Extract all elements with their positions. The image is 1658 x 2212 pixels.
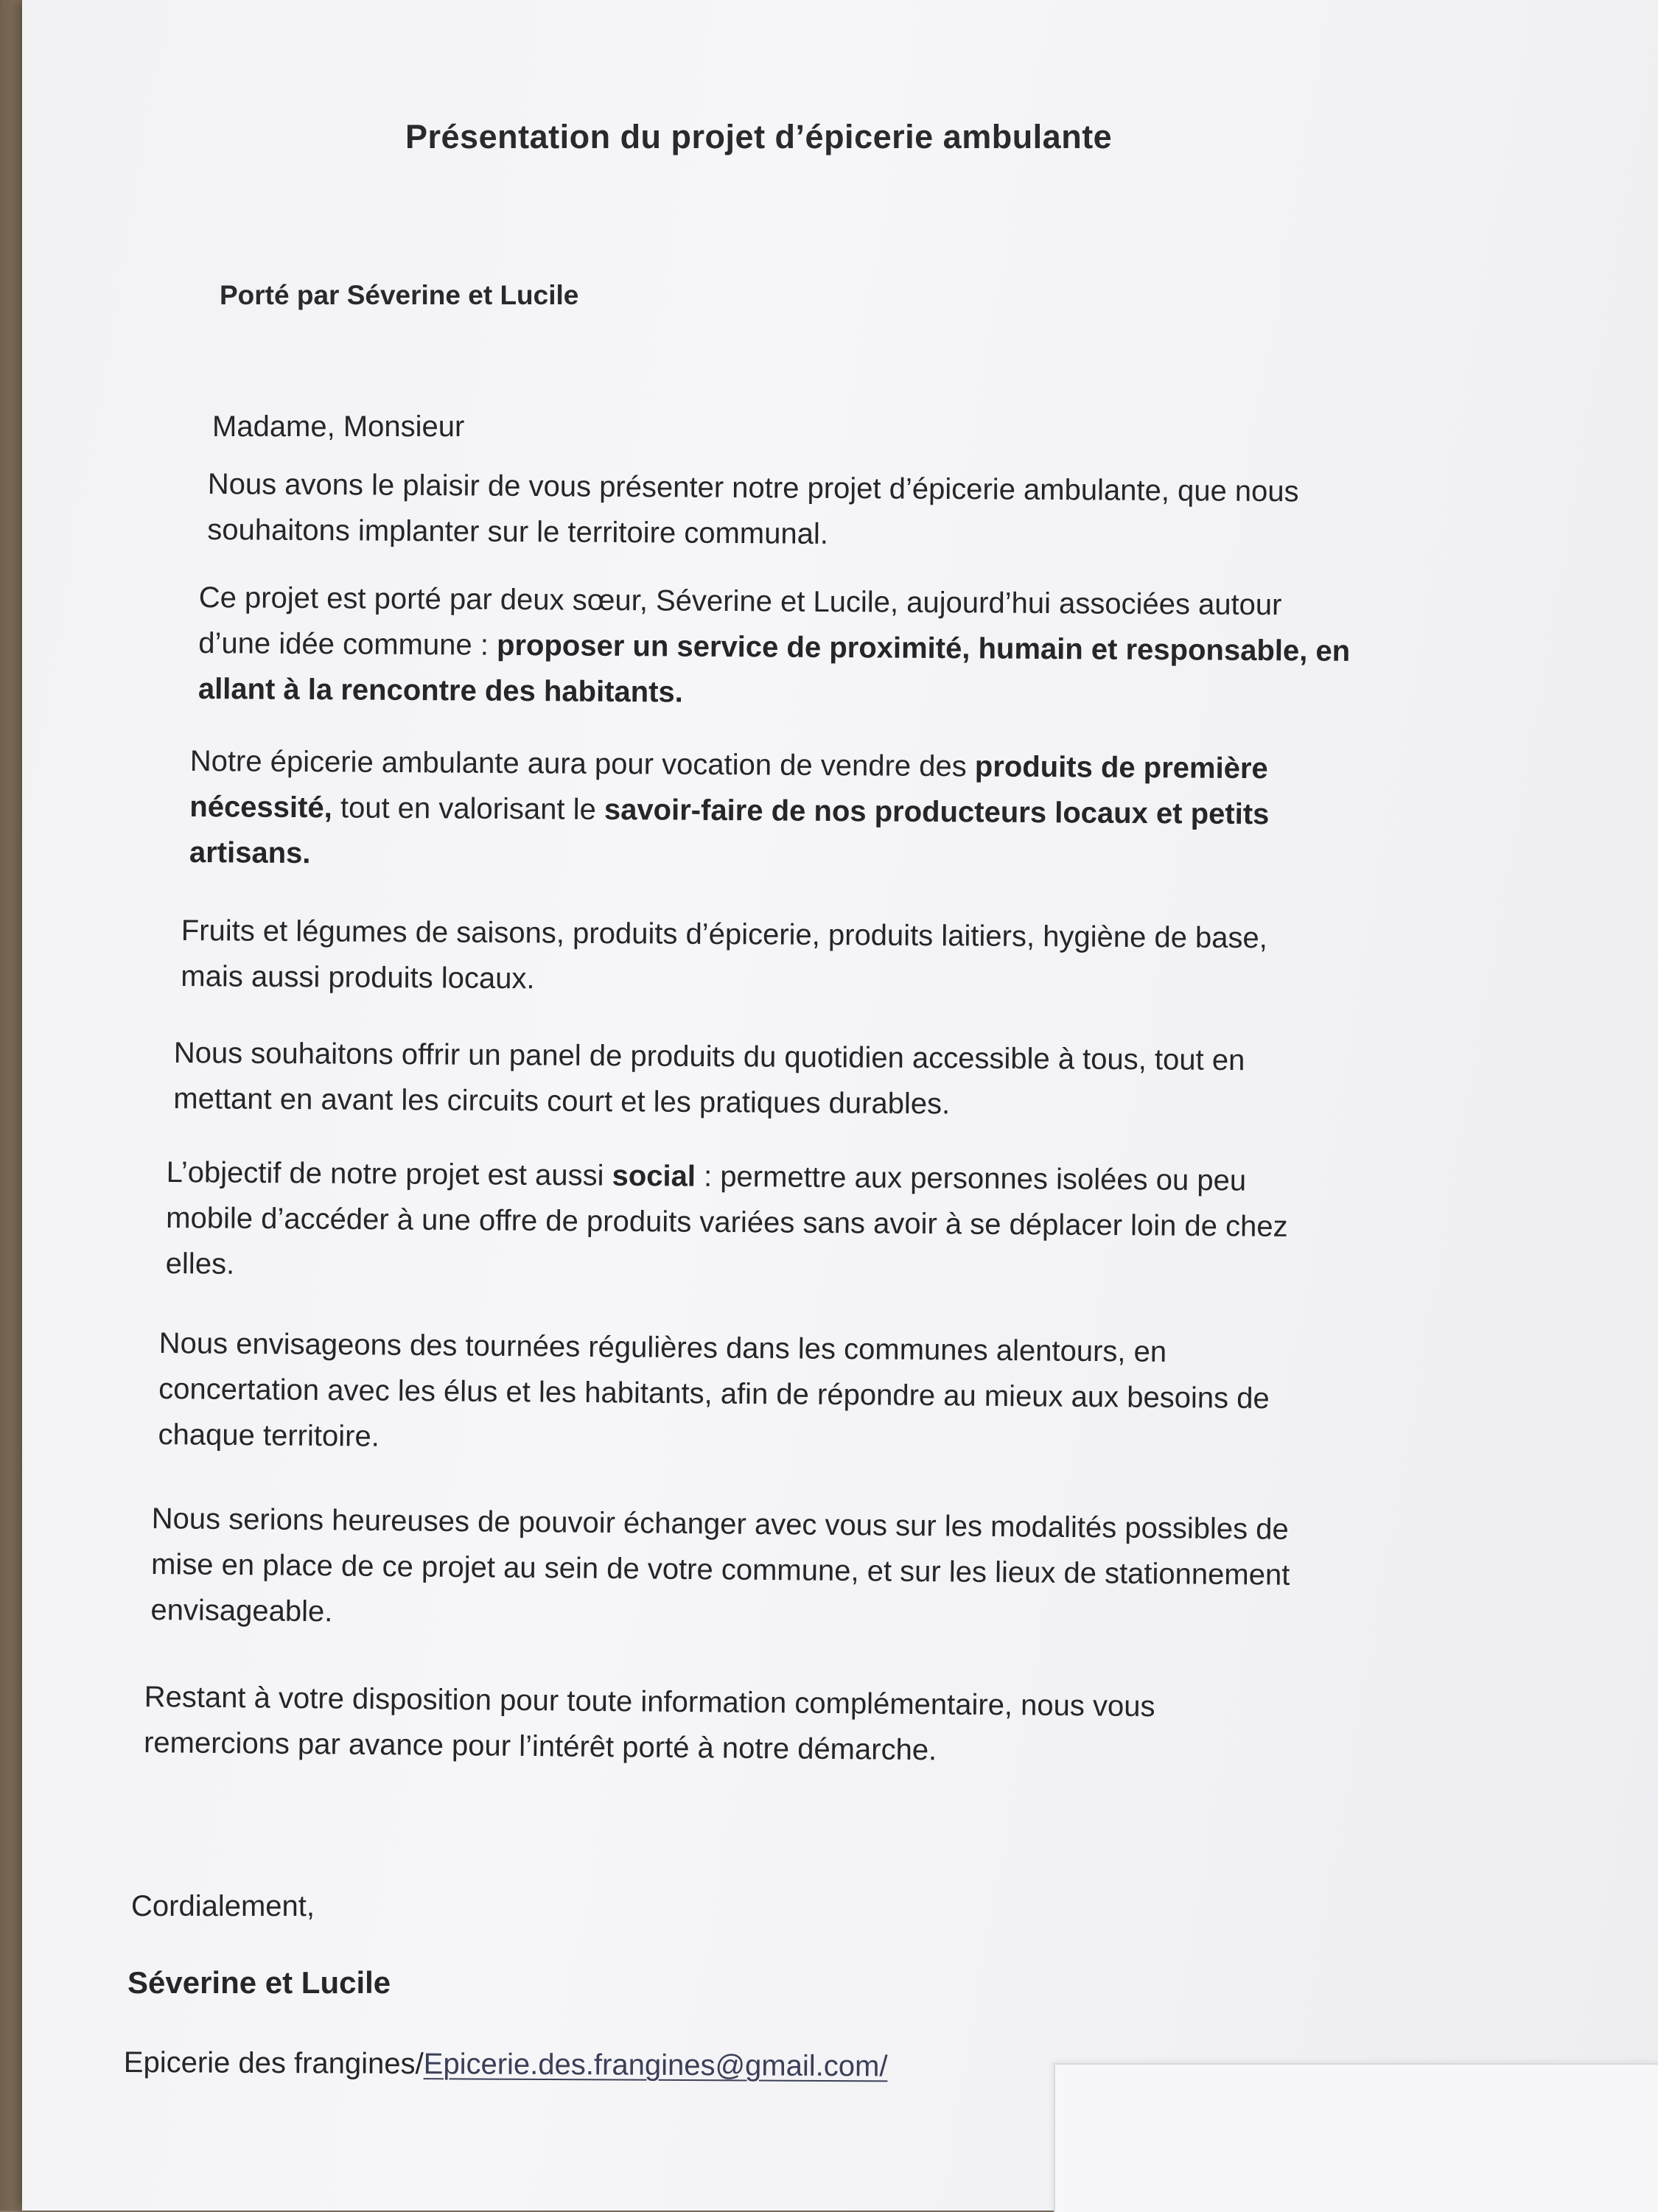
paragraph-line: Nous serions heureuses de pouvoir échanger avec vous sur les modalités possibles de	[151, 1502, 1289, 1546]
document-title: Présentation du projet d’épicerie ambulante	[405, 118, 1113, 155]
paragraph-bold-text: proposer un service de proximité, humain et responsable, en	[496, 629, 1351, 668]
paragraph-intro	[207, 461, 1299, 560]
paragraph-line: Nous souhaitons offrir un panel de produits du quotidien accessible à tous, tout en	[173, 1036, 1245, 1077]
closing	[131, 1883, 315, 1929]
paragraph-line	[189, 784, 1269, 837]
paragraph-bold-text: produits de première	[974, 750, 1268, 785]
paragraph-line: Ce projet est porté par deux sœur, Séverine et Lucile, aujourd’hui associées autour	[198, 581, 1282, 622]
paragraph-text: d’une idée commune :	[198, 626, 497, 662]
paragraph-line	[190, 738, 1270, 791]
paragraph-produits	[181, 908, 1267, 1007]
paragraph-text: tout en valorisant le	[332, 791, 605, 826]
letter	[22, 0, 1658, 2211]
paragraph-text: L’objectif de notre projet est aussi	[166, 1155, 612, 1192]
paragraph-line: concertation avec les élus et les habitants, afin de répondre au mieux aux besoins de	[158, 1372, 1270, 1415]
paragraph-text: Notre épicerie ambulante aura pour vocation de vendre des	[189, 744, 976, 783]
paragraph-text: : permettre aux personnes isolées ou peu	[695, 1160, 1247, 1197]
paragraph-line	[198, 620, 1350, 674]
document-subtitle: Porté par Séverine et Lucile	[220, 280, 579, 310]
paragraph-line: mobile d’accéder à une offre de produits variées sans avoir à se déplacer loin de chez	[166, 1201, 1288, 1243]
paragraph-bold-line: allant à la rencontre des habitants.	[197, 672, 684, 709]
paragraph-tournees	[158, 1320, 1270, 1467]
paragraph-bold-line: artisans.	[189, 836, 311, 870]
paragraph-social	[166, 1149, 1289, 1295]
paragraph-line: mise en place de ce projet au sein de votre commune, et sur les lieux de stationnement	[150, 1547, 1290, 1592]
paper-sheet	[22, 0, 1658, 2211]
paragraph-line: envisageable.	[150, 1593, 333, 1628]
paragraph-line: Fruits et légumes de saisons, produits d’épicerie, produits laitiers, hygiène de base,	[181, 914, 1268, 955]
paragraph-line: Nous avons le plaisir de vous présenter notre projet d’épicerie ambulante, que nous	[207, 467, 1299, 508]
paragraph-porteurs	[198, 575, 1351, 720]
paragraph-line: remercions par avance pour l’intérêt porté à notre démarche.	[143, 1726, 937, 1767]
footer-name: Epicerie des frangines/	[123, 2045, 424, 2081]
paragraph-vocation	[189, 738, 1270, 883]
footer-contact	[124, 2040, 888, 2089]
salutation	[212, 404, 464, 449]
paragraph-line: mais aussi produits locaux.	[181, 959, 535, 995]
paragraph-panel	[173, 1030, 1245, 1129]
paragraph-line: elles.	[165, 1247, 235, 1281]
email-link[interactable]: Epicerie.des.frangines@gmail.com/	[423, 2048, 888, 2083]
paragraph-line: mettant en avant les circuits court et les pratiques durables.	[173, 1082, 951, 1121]
paragraph-line: Restant à votre disposition pour toute information complémentaire, nous vous	[144, 1680, 1155, 1723]
salutation-text: Madame, Monsieur	[212, 410, 465, 443]
masking-paper	[1054, 2063, 1658, 2212]
footer-line	[124, 2040, 888, 2089]
closing-text: Cordialement,	[131, 1890, 315, 1922]
paragraph-bold-text: nécessité,	[189, 790, 332, 825]
signature-text: Séverine et Lucile	[127, 1965, 391, 2000]
paragraph-echange	[150, 1496, 1290, 1644]
paragraph-remerciements	[144, 1674, 1155, 1775]
paragraph-bold-text: savoir-faire de nos producteurs locaux et petits	[604, 793, 1270, 831]
signature	[127, 1960, 391, 2006]
paragraph-bold-text: social	[612, 1159, 696, 1193]
paragraph-line: souhaitons implanter sur le territoire communal.	[207, 513, 829, 550]
paragraph-line: chaque territoire.	[158, 1418, 379, 1453]
paragraph-line: Nous envisageons des tournées régulières dans les communes alentours, en	[158, 1326, 1167, 1368]
